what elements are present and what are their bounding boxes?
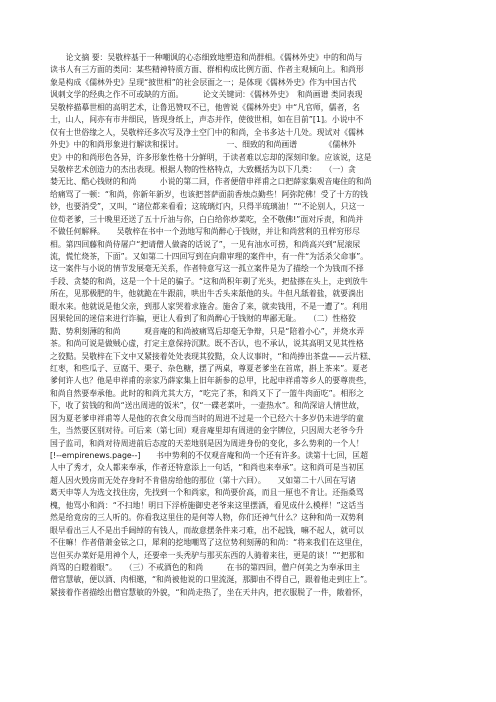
text-line: 士，山人，间亦有市井细民，皆现身纸上，声态并作，使彼世相，如在目前”[1]。小说中不 [50, 115, 364, 125]
text-line: 岂但买办菜好是用神个人，还要牵一头秃驴与那买东西的人骑着来往，更是的谈！”“把那和 [50, 550, 365, 560]
text-line: 相。第四回藤和尚侍屠户“把请僧人做斋的话说了”，一见有油水可捞，和尚高兴到“屁滚尿 [50, 239, 361, 249]
text-line: 外史》中的和尚形象进行解读和探讨。 一、细致的和尚画谱 《儒林外 [50, 140, 356, 150]
text-line: 吴敬梓描摹世相的高明艺术，让鲁迅赞叹不已，他曾说《儒林外史》中“凡官师，儒者，名 [50, 102, 360, 112]
text-line: 然是给竟房的三人听的。你看我这里住的是何等人物，你们还神气什么？这种和尚一双势利 [50, 513, 364, 523]
text-line: 尚骂的白瞪着眼”。 （三）不戒酒色的和尚 在书的第四回，僧户何美之为奉承田主 [50, 562, 360, 572]
text-line: 槐，他骂小和尚：“不扫地！明日下浮桥施御史老爷来这里摆酒，看见成什么模样！”这话当 [50, 500, 365, 510]
text-line: 不做任何解释。 吴敬梓在书中一个劲地写和尚醉心于钱财，并让和尚营利的丑样穷形尽 [50, 227, 360, 237]
text-line: 吴敬梓艺术创造力的杰出表现。根据人物的性格特点，大致概括为以下几类： （一）贪 [50, 164, 356, 174]
text-line: 国子监司，和尚对待周进前后态度的天差地别是因为周进身份的变化，多么势利的一个人！ [50, 438, 364, 448]
text-line: 流，慌忙烧茶，下面”。又如第二十四回写到在向鼎审理的案件中，有一件“为活杀父命事”。 [50, 252, 369, 261]
text-line: 给痛骂了一顿：“和尚，你新年新岁，也该把菩萨面前香烛点勤些！阿弥陀佛！受了十方的钱 [50, 189, 368, 199]
text-line: 这一案件与小说的情节发展毫无关系，作者特意写这一孤立案件是为了描绘一个为钱而不择 [50, 264, 364, 274]
text-line: 茶。和尚可说是做贼心虚，打定主意保持沉默。既不否认，也不承认，说其高明又见其性格 [50, 339, 364, 349]
text-line: 之狡黠。吴敬梓在下文中又紧接着处处表现其狡黠，众人议事时，“和尚捧出茶盘——云片糕、 [50, 351, 376, 361]
text-line: 爹何许人也？他是申祥甫的亲家乃薛家集上旧年新参的总甲，比起申祥甫等乡人的要尊贵些， [50, 376, 372, 386]
text-line: 史》中的和尚形色各异，许多形象性格十分鲜明，于读者难以忘却的深刻印象。应该说，这是 [50, 152, 372, 162]
text-line: 超人因火毁房而无处存身时不肯借房给他的那位（第十六回）。 又如第二十八回在写诸 [50, 475, 356, 485]
text-line: 眼早看出三人不是出手阔绰的有钱人，而故意摆条件来刁难，出不起钱，嘛不起人，就可以 [50, 525, 364, 535]
text-line: 仅有士世俗缘之人，吴敬梓还多次写及净土空门中的和尚，全书多达十几处。现试对《儒林 [50, 127, 364, 137]
text-line: 论文摘 要：吴敬梓基于一种嘲讽的心态细致地塑造和尚群相。《儒林外史》中的和尚与 [50, 53, 363, 62]
text-line: 眼水来。他就说是他父亲，到那人家哭着求施舍。施舍了来，就卖钱用，不是一遭了”。利用 [50, 301, 368, 311]
document-page [50, 52, 452, 682]
text-line: 生，当然要区别对待。可后来（第七回）观音庵里却有周进的金字牌位，只因周大老爷今升 [50, 426, 364, 436]
text-line: 钞，也要消受”，又叫，“诸位都来看看；这琉璃灯内，只得半琉璃油！”“不论别人，只这一 [50, 202, 365, 212]
text-line: 红枣，和些瓜子、豆腐干、栗子、杂色糖，摆了两桌，尊夏老爹坐在首席，斟上茶来”。夏老 [50, 363, 368, 373]
text-line: 读书人有三方面的类同：某些精神特质方面、群相构成比例方面、作者主观倾向上。和尚形 [50, 65, 364, 75]
text-line: 讽刺文学的经典之作不可或缺的方面。 论文关键词：《儒林外史》 和尚画谱 类同表现 [50, 90, 363, 100]
text-line: 位荀老爹，三十晚里还送了五十斤油与你，白白给你炒菜吃，全不敬佛!”面对斥责，和尚并 [50, 214, 364, 224]
text-line: 下，收了贫钱的和尚“送出周进的饭米”，仅“一碟老菜叶，一壶热水”。和尚深谙人情世故， [50, 401, 365, 411]
text-line: 所在，见那极肥的牛，他就跪在牛跟前，哄出牛舌头来舐他的头。牛但凡舐着盐，就要淌出 [50, 289, 364, 299]
text-line: 不住嘛！作者借萧金铉之口，犀利的挖地嘲骂了这位势利刻薄的和尚：“将来我们在这里住， [50, 538, 368, 548]
text-line: 紧接着作者描绘出僧官慧敏的外貌，“和尚走热了，坐在天井内，把衣服脱了一件，敞着怀， [50, 587, 368, 597]
text-line: 手段、贪婪的和尚，这是一个十足的骗子。“这和尚积年剃了光头，把盐搽在头上，走到放牛 [50, 276, 368, 286]
text-line: [!--empirenews.page--] 书中势利的不仅观音庵和尚一个还有许多。读第十七回，匡超 [50, 451, 368, 460]
text-line: 人中了秀才，众人都来奉承，作者还特意添上一句话，“和尚也来奉承”。这和尚可是当初匡 [50, 463, 365, 473]
text-line: 和尚自然要奉承他。此时的和尚尤其大方，“吃完了茶，和尚又下了一篮牛肉面吃”。相形之 [50, 388, 365, 398]
text-line: 葛天申等人为选文找住房，先找到一个和尚家，和尚要价高，而且一厘也不肯让。还指桑骂 [50, 488, 364, 498]
text-line: 僧官慧敏，便以酒、肉相邀，“和尚被他说的口里流涎，那脚由不得自己，跟着他走到庄上”。 [50, 575, 372, 585]
text-line: 婪无比、酷心钱财的和尚 小说的第二回，作者便借申祥甫之口把薛家集观音庵住的和尚 [50, 177, 372, 187]
text-line: 黠、势利刻薄的和尚 观音庵的和尚被痛骂后却毫无争辩，只是“陪着小心”，并烧水弄 [50, 326, 365, 336]
text-line: 象是构成《儒林外史》呈现“披世相”的社会层面之一；是体现《儒林外史》作为中国古代 [50, 77, 357, 87]
text-line: 因果轮回的迷信来进行诈骗，更让人看到了和尚醉心于钱财的卑鄙无耻。 （二）性格狡 [50, 314, 356, 324]
text-line: 因为夏老爹申祥甫等人是他的衣食父母而当时的周进不过是一个已经六十多岁仍未进学的童 [50, 413, 364, 423]
